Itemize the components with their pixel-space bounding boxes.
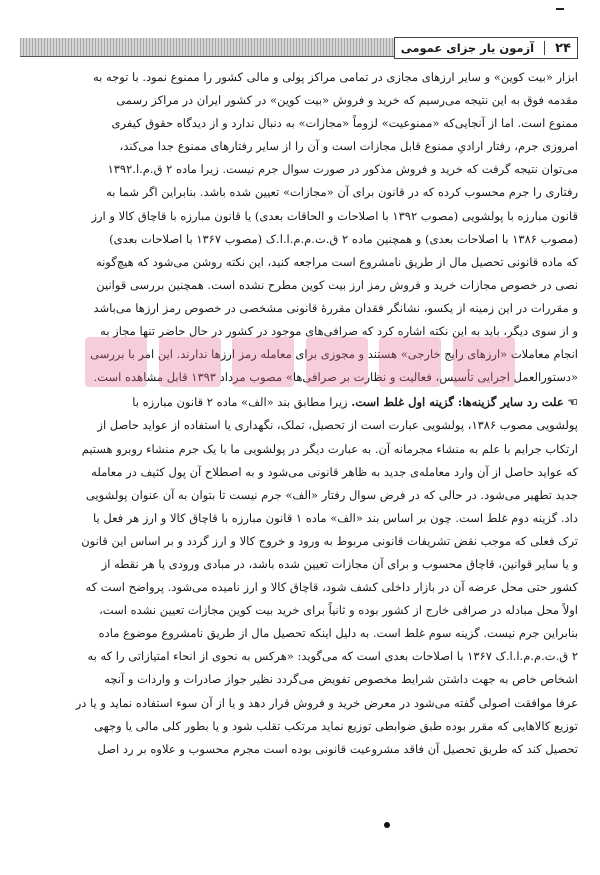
text-line: که عواید حاصل از آن وارد معامله‌ی جدید به ظاهر قانونی می‌شود و به اصطلاح آن پول کثیف در معامله <box>91 464 578 479</box>
text-line: نصی در خصوص مجازات خرید و فروش رمز ارز بیت کوین مطرح نشده است. همچنین بررسی قوانین <box>96 277 578 292</box>
text-line: پولشویی مصوب ۱۳۸۶، پولشویی عبارت است از تحصیل، تملک، نگهداری یا استفاده از عواید حاصل از <box>97 418 578 433</box>
text-line: می‌توان نتیجه گرفت که خرید و فروش مذکور در صورت سوال جرم نیست. زیرا ماده ۲ ق.م.ا.۱۳۹۲ <box>107 162 578 177</box>
section-lead: ☜ علت رد سایر گزینه‌ها: گزینه اول غلط است. <box>351 395 578 410</box>
text-line: ابزار «بیت کوین» و سایر ارزهای مجازی در تمامی مراکز پولی و مالی کشور را ممنوع نمود. با توجه به <box>92 70 578 84</box>
text-line: ارتکاب جرایم با علم به منشاء مجرمانه آن. به عبارت دیگر در پولشویی ما با یک جرم منشاء روبرو هستیم <box>81 441 578 456</box>
text-line: اولاً محل مبادله در صرافی خارج از کشور بوده و ثانیاً برای خرید بیت کوین مجازات تعیین نشده است، <box>99 603 578 618</box>
text-line: عرفا موافقت اصولی گفته می‌شود در معرض خرید و فروش قرار دهد و یا از آن سوء استفاده نماید و یا در <box>75 695 578 710</box>
ink-dot <box>384 822 390 828</box>
text-line: و از سوی دیگر، باید به این نکته اشاره کرد که صرافی‌های موجود در کشور در حال حاضر تنها مجاز به <box>100 324 578 339</box>
text-line: ممنوع است. اما از آنجایی‌که «ممنوعیت» لزوماً «مجازات» به دنبال ندارد و از دیدگاه حقوق کیفری <box>111 116 578 131</box>
text-line: «دستورالعمل اجرایی تأسیس، فعالیت و نظارت بر صرافی‌ها» مصوب مرداد ۱۳۹۳ قابل مشاهده است. <box>93 370 578 385</box>
header-label-box <box>394 37 578 59</box>
running-header <box>20 38 578 57</box>
text-line: ۲ ق.ت.م.م.ا.ا.ک ۱۳۶۷ با اصلاحات بعدی است که می‌گوید: «هرکس به نحوی از انحاء امتیازاتی را که به <box>87 649 578 664</box>
text-line: که ماده قانونی تحصیل مال از طریق نامشروع است مراجعه کنید، این نکته روشن می‌شود که هیچ‌گونه <box>95 254 578 269</box>
text-line: توزیع کالاهایی که مقرر بوده طبق ضوابطی توزیع نماید مرتکب تقلب شود و یا بطور کلی مالی یا وجهی <box>94 718 578 733</box>
text-line: (مصوب ۱۳۸۶ با اصلاحات بعدی) و همچنین ماده ۲ ق.ت.م.م.ا.ا.ک (مصوب ۱۳۶۷ با اصلاحات بعدی) <box>109 231 578 246</box>
text-run: زیرا مطابق بند «الف» ماده ۲ قانون مبارزه با <box>132 395 352 410</box>
text-line: رفتاری را جرم محسوب کرده که در قانون برای آن «مجازات» تعیین شده باشد. بنابراین اگر شما به <box>106 185 578 200</box>
text-line: انجام معاملات «ارزهای رایج خارجی» هستند و مجوزی برای معامله رمز ارزها ندارند. این امر با بررسی <box>90 347 578 362</box>
text-line: تحصیل کند که طریق تحصیل آن فاقد مشروعیت قانونی بوده است مجرم محسوب و علاوه بر رد اصل <box>97 741 578 756</box>
text-line: مقدمه فوق به این نتیجه می‌رسیم که خرید و فروش «بیت کوین» در کشور ایران در مراکز رسمی <box>116 93 578 108</box>
text-line: داد. گزینه دوم غلط است. چون بر اساس بند «الف» ماده ۱ قانون مبارزه با قاچاق کالا و ارز هر فعل یا <box>93 510 578 525</box>
text-line: کشور حتی محل عرضه آن در بازار داخلی کشف شود، قاچاق کالا و ارز نامیده می‌شود. پرواضح است که <box>85 580 578 595</box>
page-number: ۲۴ <box>555 40 571 56</box>
text-line: ترک فعلی که موجب نقض تشریفات قانونی مربوط به ورود و خروج کالا و ارز گردد و بر اساس این قانون <box>81 533 578 548</box>
other-options-rebuttal <box>22 391 578 761</box>
header-divider <box>544 41 545 55</box>
text-line: بنابراین جرم نیست. گزینه سوم غلط است. به دلیل اینکه تحصیل مال از طریق نامشروع موضوع ماده <box>98 626 578 641</box>
print-mark <box>556 8 564 10</box>
book-title: آزمون یار جزای عمومی <box>400 41 535 55</box>
page-body <box>22 66 578 761</box>
text-line: امروزی جرم، رفتار ارادیِ ممنوع قابل مجازات است و آن را از سایر رفتارهای ممنوع جدا می‌کند، <box>119 139 578 154</box>
text-line: اشخاص خاص به جهت داشتن شرایط مخصوص تفویض می‌گردد نظیر جواز صادرات و واردات و آنچه <box>104 672 578 687</box>
text-line: جدید تطهیر می‌شود. در حالی که در فرض سوال رفتار «الف» جرم نیست تا بتوان به آن عنوان پولشویی <box>85 487 578 502</box>
text-line: و مقررات در این زمینه از یکسو، نشانگر فقدان مقررهٔ قانونی مشخصی در خصوص رمز ارزها می‌باشد <box>93 300 578 315</box>
text-line: و یا سایر قوانین، قاچاق محسوب و برای آن مجازات تعیین شده باشد، در مبادی ورودی یا هر نقطه از <box>101 556 578 571</box>
text-line <box>22 391 578 414</box>
answer-explanation <box>22 66 578 389</box>
text-line: قانون مبارزه با پولشویی (مصوب ۱۳۹۲ با اصلاحات و الحاقات بعدی) یا قانون مبارزه با قاچاق کالا و ارز <box>91 208 578 223</box>
